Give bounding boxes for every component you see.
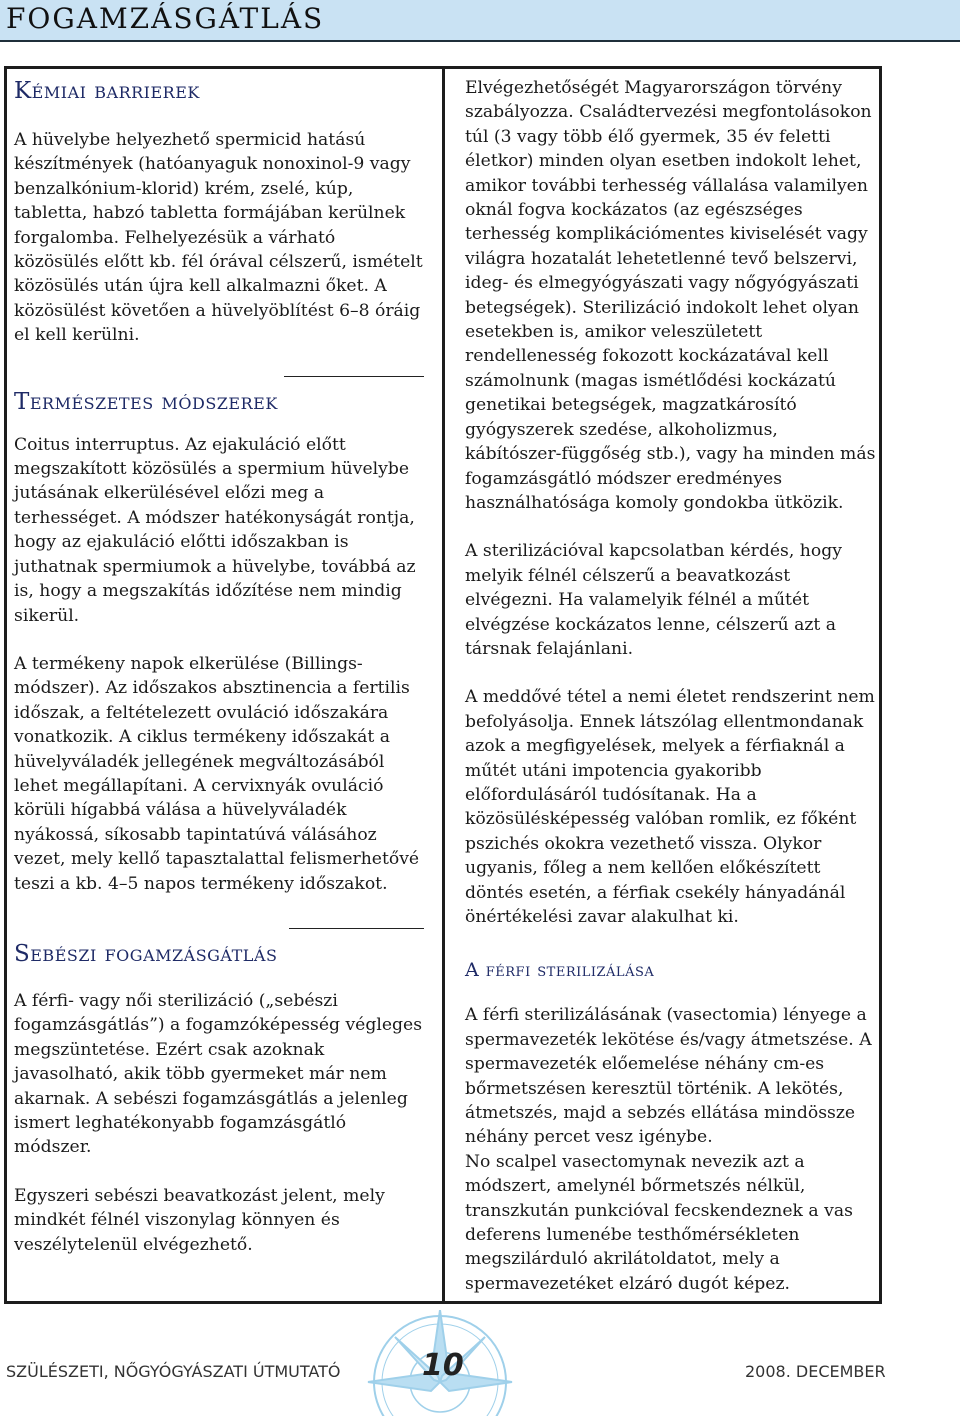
page-number: 10 (422, 1348, 464, 1383)
heading-sebeszi-fogamzasgatlas: Sebészi fogamzásgátlás (14, 940, 278, 967)
footer-publication: SZÜLÉSZETI, NŐGYÓGYÁSZATI ÚTMUTATÓ (6, 1362, 341, 1381)
paragraph-kemiai: A hüvelybe helyezhető spermicid hatású készítmények (hatóanyaguk nonoxinol-9 vagy benzalkónium-klorid) krém, zselé, kúp, tabletta, habzó tabletta formájában kerülnek forgalomba. Felhelyezésük a várható közösülés előtt kb. fél órával célszerű, ismételt közösülés után újra kell alkalmazni őket. A közösülést követően a hüvelyöblítést 6–8 óráig el kell kerülni. (14, 130, 423, 346)
paragraph-torveny: Elvégezhetőségét Magyarországon törvény szabályozza. Családtervezési megfontolásokon túl (3 vagy több élő gyermek, 35 év feletti életkor) minden olyan esetben indokolt lehet, amikor további terhesség vállalása valamilyen oknál fogva kockázatos (az egészséges terhesség komplikációmentes kiviselését vagy világra hozatalát lehetetlenné tevő belszervi, ideg- és elmegyógyászati vagy nőgyógyászati betegségek). Sterilizáció indokolt lehet olyan esetekben is, amikor veleszületett rendellenesség fokozott kockázatával kell számolnunk (magas ismétlődési kockázatú genetikai betegségek, magzatkárosító gyógyszerek szedése, alkoholizmus, kábítószer-függőség stb.), vagy ha minden más fogamzásgátló módszer eredményes használhatósága komoly gondokba ütközik. (465, 78, 876, 513)
heading-termeszetes-modszerek: Természetes módszerek (14, 388, 278, 415)
page-title: FOGAMZÁSGÁTLÁS (6, 2, 325, 35)
footer-date: 2008. DECEMBER (745, 1362, 886, 1381)
paragraph-no-scalpel: No scalpel vasectomynak nevezik azt a módszert, amelynél bőrmetszés nélkül, transzkután punkcióval fecskendeznek a vas deferens lumenébe testhőmérsékleten megszilárduló akrilátoldatot, mely a spermavezetéket elzáró dugót képez. (465, 1151, 853, 1294)
paragraph-billings: A termékeny napok elkerülése (Billings-módszer). Az időszakos absztinencia a fertilis időszak, a feltételezett ovuláció időszakára vonatkozik. A ciklus termékeny időszakát a hüvelyváladék jellegének megváltozásából lehet megállapítani. A cervixnyák ovuláció körüli hígabbá válása a hüvelyváladék nyákossá, síkosabb tapintatúvá válásához vezet, mely kellő tapasztalattal felismerhetővé teszi a kb. 4–5 napos termékeny időszakot. (14, 653, 420, 894)
paragraph-egyszeri: Egyszeri sebészi beavatkozást jelent, mely mindkét félnél viszonylag könnyen és veszélytelenül elvégezhető. (14, 1185, 385, 1255)
column-divider (442, 66, 445, 1304)
section-rule (289, 928, 424, 929)
paragraph-sterilizacio: A férfi- vagy női sterilizáció („sebészi fogamzásgátlás”) a fogamzóképesség végleges megszüntetése. Ezért csak azoknak javasolható, akik több gyermeket már nem akarnak. A sebészi fogamzásgátlás a jelenleg ismert leghatékonyabb fogamzásgátló módszer. (14, 990, 423, 1158)
heading-kemiai-barrierek: Kémiai barrierek (14, 78, 200, 104)
right-column (465, 76, 877, 1296)
left-column (14, 76, 424, 1257)
paragraph-vasectomia: A férfi sterilizálásának (vasectomia) lényege a spermavezeték lekötése és/vagy átmetszése. A spermavezeték előemelése néhány cm-es bőrmetszésen keresztül történik. A lekötés, átmetszés, majd a sebzés ellátása mindössze néhány percet vesz igénybe. (465, 1005, 872, 1148)
paragraph-meddove-tetel: A meddővé tétel a nemi életet rendszerint nem befolyásolja. Ennek látszólag ellentmondanak azok a megfigyelések, melyek a férfiaknál a műtét utáni impotencia gyakoribb előfordulásáról tudósítanak. Ha a közösülésképesség valóban romlik, ez főként pszichés okokra vezethető vissza. Olykor ugyanis, főleg a nem kellően előkészített döntés esetén, a férfiak csekély hányadánál önértékelési zavar alakulhat ki. (465, 687, 875, 927)
heading-ferfi-sterilizalasa: A férfi sterilizálása (465, 959, 655, 982)
paragraph-coitus-interruptus: Coitus interruptus. Az ejakuláció előtt megszakított közösülés a spermium hüvelybe jutásának elkerülésével előzi meg a terhességet. A módszer hatékonyságát rontja, hogy az ejakuláció előtti időszakban is juthatnak spermiumok a hüvelybe, továbbá az is, hogy a megszakítás időzítése nem mindig sikerül. (14, 434, 416, 626)
paragraph-melyik-fel: A sterilizációval kapcsolatban kérdés, hogy melyik félnél célszerű a beavatkozást elvégezni. Ha valamelyik félnél a műtét elvégzése kockázatos lenne, célszerű azt a társnak felajánlani. (465, 541, 842, 659)
section-rule (284, 376, 424, 377)
